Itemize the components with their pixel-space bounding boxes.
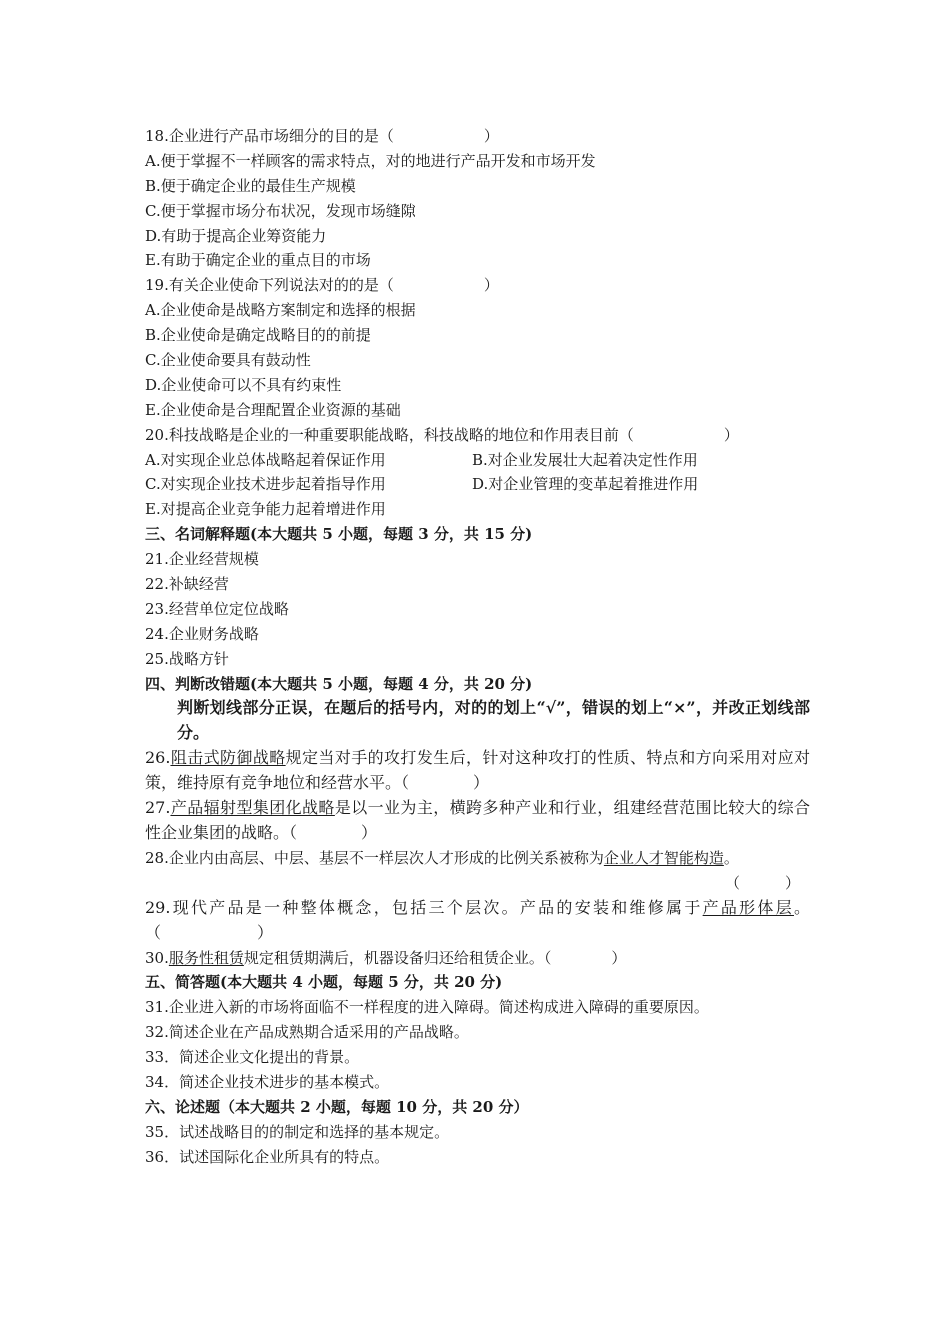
question-18-option-b: B.便于确定企业的最佳生产规模 <box>145 176 356 195</box>
question-18-option-d: D.有助于提高企业筹资能力 <box>145 226 327 245</box>
document-page <box>145 124 810 1170</box>
question-20-row-ab <box>145 448 810 473</box>
question-28-underlined: 企业人才智能构造 <box>603 848 724 867</box>
question-29-underlined: 产品形体层 <box>702 897 794 917</box>
question-20-option-c: C.对实现企业技术进步起着指导作用 <box>145 475 386 494</box>
question-20-stem: 20.科技战略是企业的一种重要职能战略，科技战略的地位和作用表目前（ ） <box>145 425 739 444</box>
question-21: 21.企业经营规模 <box>145 550 259 569</box>
question-19-stem: 19.有关企业使命下列说法对的的是（ ） <box>145 276 499 295</box>
section-4-instruction: 判断划线部分正误，在题后的括号内，对的的划上“√”，错误的划上“×”，并改正划线部分。 <box>177 698 810 743</box>
question-19-option-d: D.企业使命可以不具有约束性 <box>145 375 342 394</box>
question-18-stem: 18.企业进行产品市场细分的目的是（ ） <box>145 127 499 145</box>
question-20-option-d: D.对企业管理的变革起着推进作用 <box>472 475 699 494</box>
question-18-option-e: E.有助于确定企业的重点目的市场 <box>145 251 371 270</box>
question-33: 33．简述企业文化提出的背景。 <box>145 1048 360 1067</box>
question-29-end: 。（ ） <box>145 897 810 942</box>
question-26-underlined: 阻击式防御战略 <box>170 748 286 768</box>
question-28-end: 。 <box>723 848 739 867</box>
question-27-text: 是以一业为主，横跨多种产业和行业，组建经营范围比较大的综合性企业集团的战略。（ ） <box>145 798 810 843</box>
question-19-option-c: C.企业使命要具有鼓动性 <box>145 351 311 370</box>
question-26-number: 26. <box>145 748 171 768</box>
section-3-title: 三、名词解释题(本大题共 5 小题，每题 3 分，共 15 分) <box>145 525 533 544</box>
question-18-option-c: C.便于掌握市场分布状况，发现市场缝隙 <box>145 201 416 220</box>
question-28-answer-bracket: （ ） <box>724 873 800 892</box>
question-29-text: 29.现代产品是一种整体概念，包括三个层次。产品的安装和维修属于 <box>145 897 703 917</box>
question-19-option-a: A.企业使命是战略方案制定和选择的根据 <box>145 301 416 320</box>
question-19-option-e: E.企业使命是合理配置企业资源的基础 <box>145 400 401 419</box>
question-36: 36．试述国际化企业所具有的特点。 <box>145 1147 390 1166</box>
question-23: 23.经营单位定位战略 <box>145 599 289 618</box>
question-20-row-cd <box>145 472 810 497</box>
question-30-number: 30. <box>145 948 169 967</box>
question-34: 34．简述企业技术进步的基本模式。 <box>145 1072 390 1091</box>
question-20-option-a: A.对实现企业总体战略起着保证作用 <box>145 450 386 469</box>
question-27-number: 27. <box>145 798 171 818</box>
question-25: 25.战略方针 <box>145 649 229 668</box>
question-24: 24.企业财务战略 <box>145 624 259 643</box>
question-27 <box>145 796 810 846</box>
question-30-text: 规定租赁期满后，机器设备归还给租赁企业。（ ） <box>243 948 627 967</box>
section-6-title: 六、论述题（本大题共 2 小题，每题 10 分，共 20 分） <box>145 1097 529 1116</box>
section-4-title: 四、判断改错题(本大题共 5 小题，每题 4 分，共 20 分) <box>145 674 533 693</box>
question-18-option-a: A.便于掌握不一样顾客的需求特点，对的地进行产品开发和市场开发 <box>145 151 596 170</box>
question-28-text: 28.企业内由高层、中层、基层不一样层次人才形成的比例关系被称为 <box>145 848 604 867</box>
question-20-option-b: B.对企业发展壮大起着决定性作用 <box>472 450 698 469</box>
section-5-title: 五、简答题(本大题共 4 小题，每题 5 分，共 20 分) <box>145 973 503 992</box>
question-32: 32.简述企业在产品成熟期合适采用的产品战略。 <box>145 1023 469 1042</box>
question-30-underlined: 服务性租赁 <box>168 948 244 967</box>
question-31: 31.企业进入新的市场将面临不一样程度的进入障碍。简述构成进入障碍的重要原因。 <box>145 998 709 1017</box>
question-35: 35．试述战略目的的制定和选择的基本规定。 <box>145 1122 450 1141</box>
question-28 <box>145 846 810 871</box>
question-27-underlined: 产品辐射型集团化战略 <box>170 798 335 818</box>
question-19-option-b: B.企业使命是确定战略目的的前提 <box>145 326 371 345</box>
question-30 <box>145 946 810 971</box>
question-26-text: 规定当对手的攻打发生后，针对这种攻打的性质、特点和方向采用对应对策，维持原有竞争地位和经营水平。（ ） <box>145 748 810 793</box>
question-26 <box>145 746 810 796</box>
question-20-option-e: E.对提高企业竞争能力起着增进作用 <box>145 500 386 519</box>
question-29 <box>145 896 810 946</box>
question-22: 22.补缺经营 <box>145 575 229 594</box>
